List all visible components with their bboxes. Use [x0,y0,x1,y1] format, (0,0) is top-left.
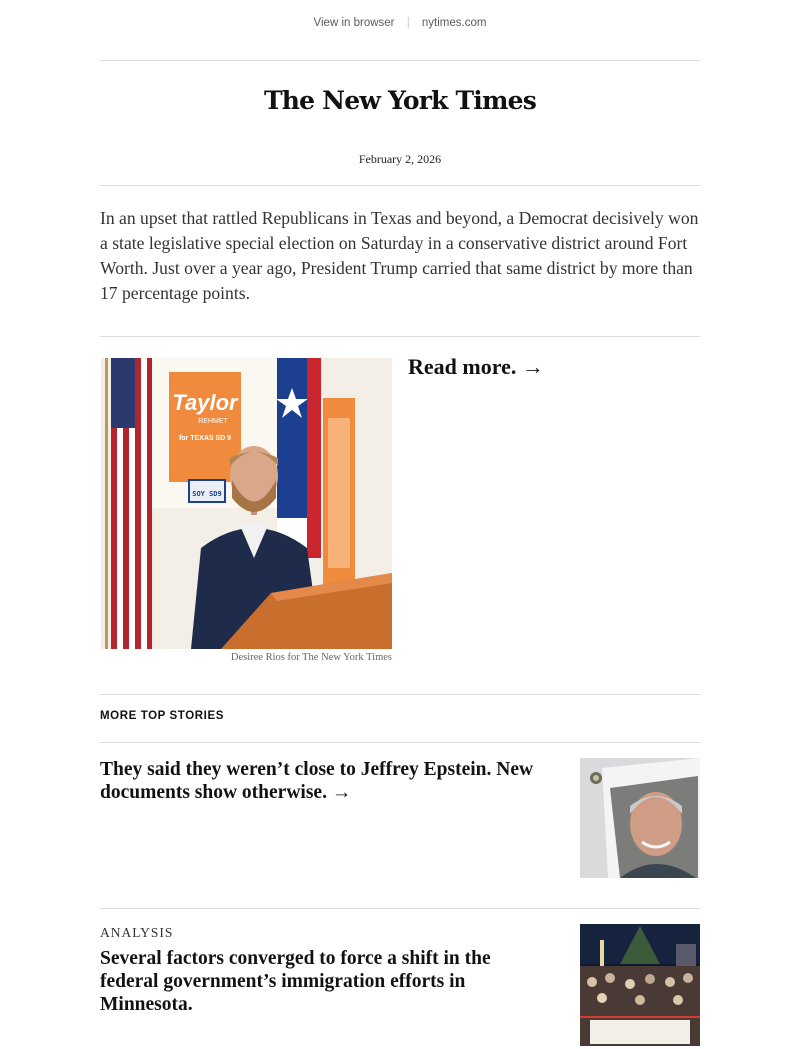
story-headline[interactable]: Several factors converged to force a shift in the federal government’s immigration efforts in Minnesota. [100,948,491,1015]
plate-text: SOY SD9 [192,490,222,498]
photo-credit: Desiree Rios for The New York Times [230,652,392,663]
divider [100,908,700,909]
divider [100,60,700,61]
lead-story-photo[interactable] [101,358,392,649]
sign-sub-text: REHMET [198,418,228,425]
top-bar-separator: | [406,17,410,29]
story-thumbnail-epstein[interactable] [580,758,700,878]
divider [100,742,700,743]
divider [100,336,700,337]
issue-date: February 2, 2026 [358,152,442,166]
nytimes-link[interactable]: nytimes.com [421,17,487,29]
sign-name-text: Taylor [172,390,238,415]
story-headline[interactable]: They said they weren’t close to Jeffrey Epstein. New documents show otherwise. → [100,759,534,803]
sign-line-text: for TEXAS SD 9 [178,435,232,442]
masthead-logo[interactable]: The New York Times [263,86,537,115]
story-kicker: ANALYSIS [100,925,174,940]
lead-story-summary: In an upset that rattled Republicans in Texas and beyond, a Democrat decisively won a state legislative special election on Saturday in a conservative district around Fort Worth. Just over a year ago, President Trump carried that same district by more than 17 percentage points. [100,208,699,303]
section-label-more-top-stories: MORE TOP STORIES [100,710,224,722]
view-in-browser-link[interactable]: View in browser [313,17,395,29]
story-thumbnail-minnesota-vigil[interactable] [580,924,700,1044]
email-top-bar [0,17,800,29]
divider [100,185,700,186]
divider [100,694,700,695]
read-more-link[interactable]: Read more. → [408,354,544,379]
